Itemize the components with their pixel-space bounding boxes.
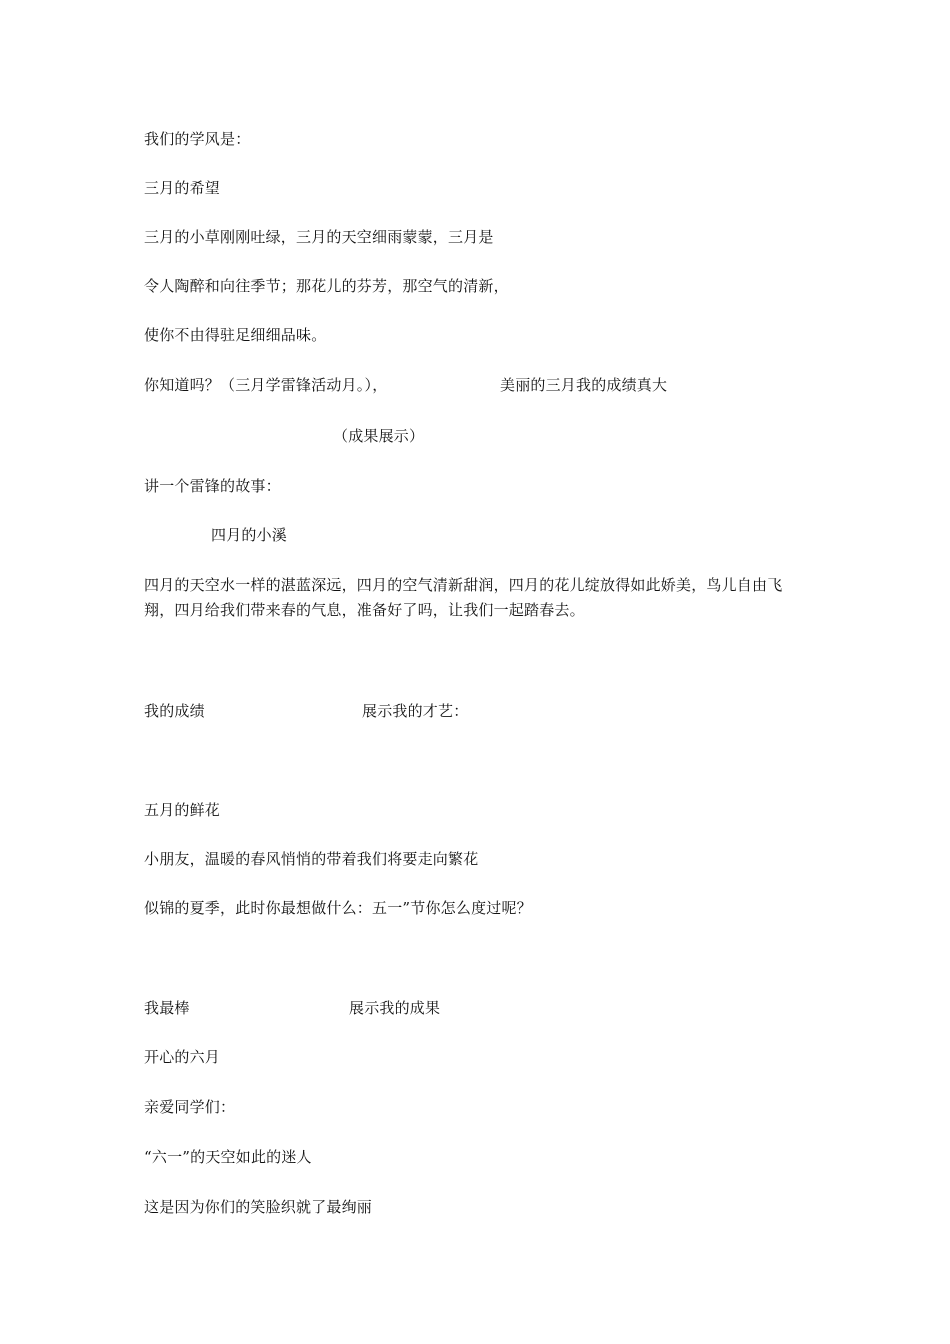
show-results-label: 展示我的成果 <box>349 999 441 1017</box>
my-results-label: 我的成绩 <box>144 702 205 720</box>
greeting-line: 亲爱同学们： <box>144 1098 236 1116</box>
may-heading: 五月的鲜花 <box>144 801 221 819</box>
study-motto-line: 我们的学风是： <box>144 130 251 148</box>
march-achievement: 美丽的三月我的成绩真大 <box>500 376 668 394</box>
april-paragraph: 四月的天空水一样的湛蓝深远，四月的空气清新甜润，四月的花儿绽放得如此娇美，鸟儿自由飞翔，四月给我们带来春的气息，准备好了吗，让我们一起踏春去。 <box>144 576 783 619</box>
march-heading: 三月的希望 <box>144 179 221 197</box>
leifeng-story-prompt: 讲一个雷锋的故事： <box>144 477 281 495</box>
june-text-line-2: 这是因为你们的笑脸织就了最绚丽 <box>144 1198 373 1216</box>
show-talent-label: 展示我的才艺： <box>362 702 469 720</box>
april-heading: 四月的小溪 <box>211 526 288 544</box>
may-text-line-1: 小朋友，温暖的春风悄悄的带着我们将要走向繁花 <box>144 850 479 868</box>
march-text-line-3: 使你不由得驻足细细品味。 <box>144 326 327 344</box>
i-am-best-label: 我最棒 <box>144 999 190 1017</box>
june-heading: 开心的六月 <box>144 1048 221 1066</box>
may-text-line-2: 似锦的夏季，此时你最想做什么：五一”节你怎么度过呢？ <box>144 899 532 917</box>
march-text-line-1: 三月的小草刚刚吐绿，三月的天空细雨蒙蒙，三月是 <box>144 228 494 246</box>
leifeng-question: 你知道吗？（三月学雷锋活动月。）， <box>144 376 388 394</box>
june-text-line-1: “六一”的天空如此的迷人 <box>144 1148 312 1166</box>
results-display-label: （成果展示） <box>333 427 425 445</box>
march-text-line-2: 令人陶醉和向往季节；那花儿的芬芳，那空气的清新， <box>144 277 509 295</box>
